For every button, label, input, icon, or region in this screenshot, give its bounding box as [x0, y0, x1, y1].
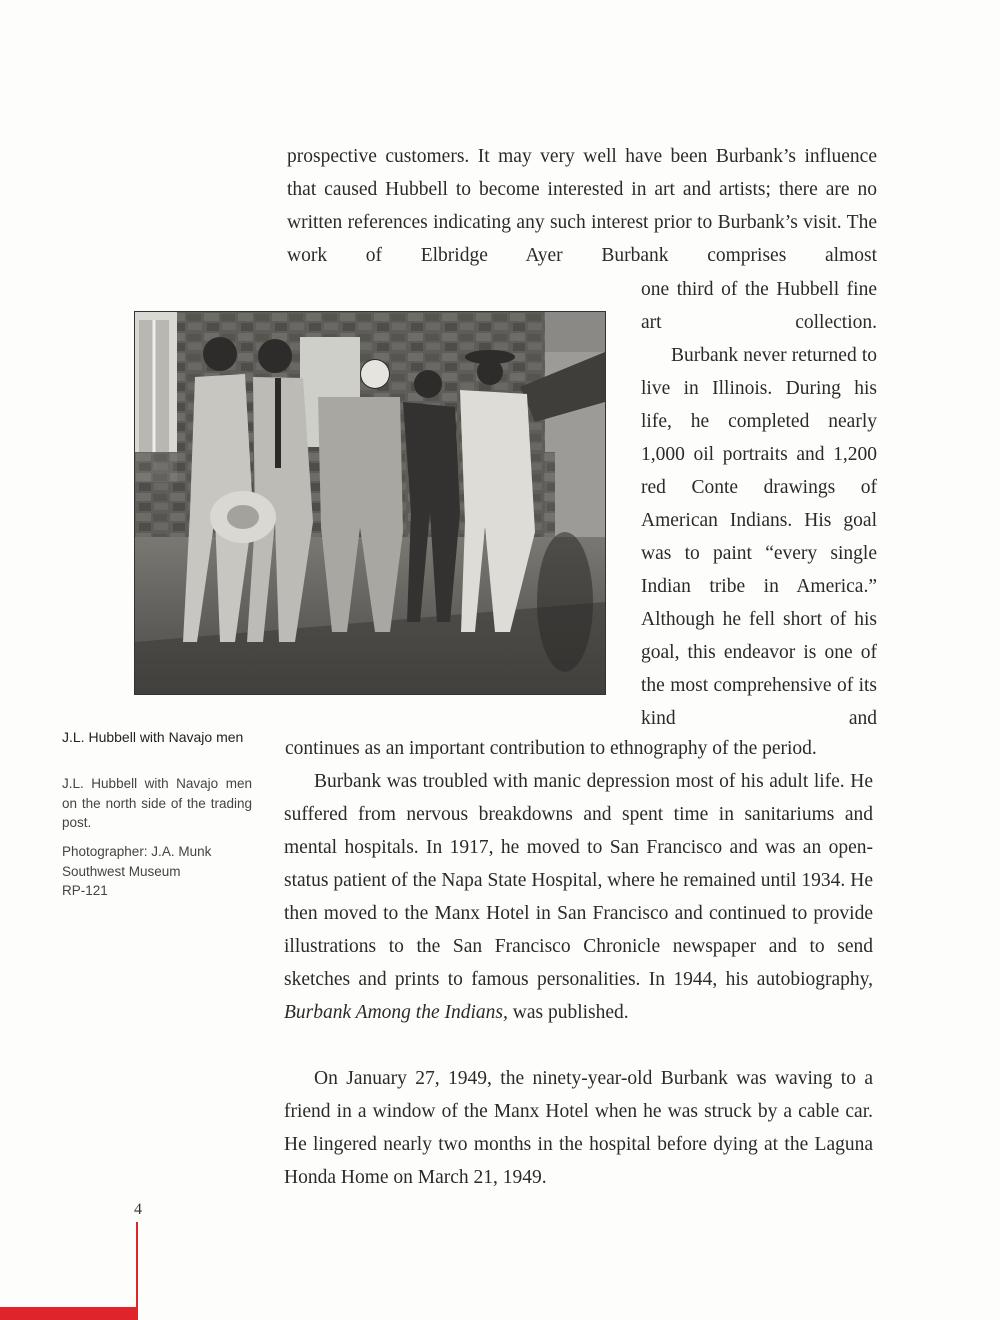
caption-catalog-number: RP-121	[62, 883, 108, 898]
body-paragraph-death: On January 27, 1949, the ninety-year-old Burbank was waving to a friend in a window of the Manx Hotel when he was struck by a cable car. He lingered nearly two months in the hospital before dying at the Laguna Honda Home on March 21, 1949.	[284, 1068, 873, 1188]
caption-description: J.L. Hubbell with Navajo men on the north side of the trading post.	[62, 776, 252, 830]
photo-illustration	[135, 312, 605, 694]
red-accent-rule-vertical	[136, 1222, 138, 1320]
column-paragraph: Burbank never returned to live in Illinois. During his life, he completed nearly 1,000 oil portraits and 1,200 red Conte drawings of American Indians. His goal was to paint “every single Indian tribe in America.” Although he fell short of his goal, this endeavor is one of the most comprehensive of its kind and	[641, 345, 877, 729]
body-paragraph-top: prospective customers. It may very well have been Burbank’s influence that caused Hubbell to become interested in art and artists; there are no written references indicating any such interest prior to Burbank’s visit. The work of Elbridge Ayer Burbank comprises almost	[287, 146, 877, 266]
book-title: Burbank Among the Indians,	[284, 1002, 508, 1023]
historic-photo	[134, 311, 606, 695]
column-paragraph-continuation: continues as an important contribution to ethnography of the period.	[285, 738, 817, 759]
red-accent-bar	[0, 1307, 138, 1320]
caption-title: J.L. Hubbell with Navajo men	[62, 729, 244, 745]
body-paragraph-depression	[284, 765, 873, 1029]
column-continuation: one third of the Hubbell fine art collection.	[641, 279, 877, 333]
caption-photographer: Photographer: J.A. Munk	[62, 844, 212, 859]
right-text-column	[641, 273, 877, 735]
paragraph2-text-a: Burbank was troubled with manic depression most of his adult life. He suffered from nervous breakdowns and spent time in sanitariums and mental hospitals. In 1917, he moved to San Francisco and was an open-status patient of the Napa State Hospital, where he remained until 1934. He then moved to the Manx Hotel in San Francisco and continued to provide illustrations to the San Francisco Chronicle newspaper and to send sketches and prints to famous personalities. In 1944, his autobiography,	[284, 771, 873, 990]
caption-credit	[62, 842, 252, 901]
page-number: 4	[134, 1201, 142, 1218]
paragraph2-text-b: was published.	[507, 1002, 629, 1023]
caption-institution: Southwest Museum	[62, 863, 181, 879]
